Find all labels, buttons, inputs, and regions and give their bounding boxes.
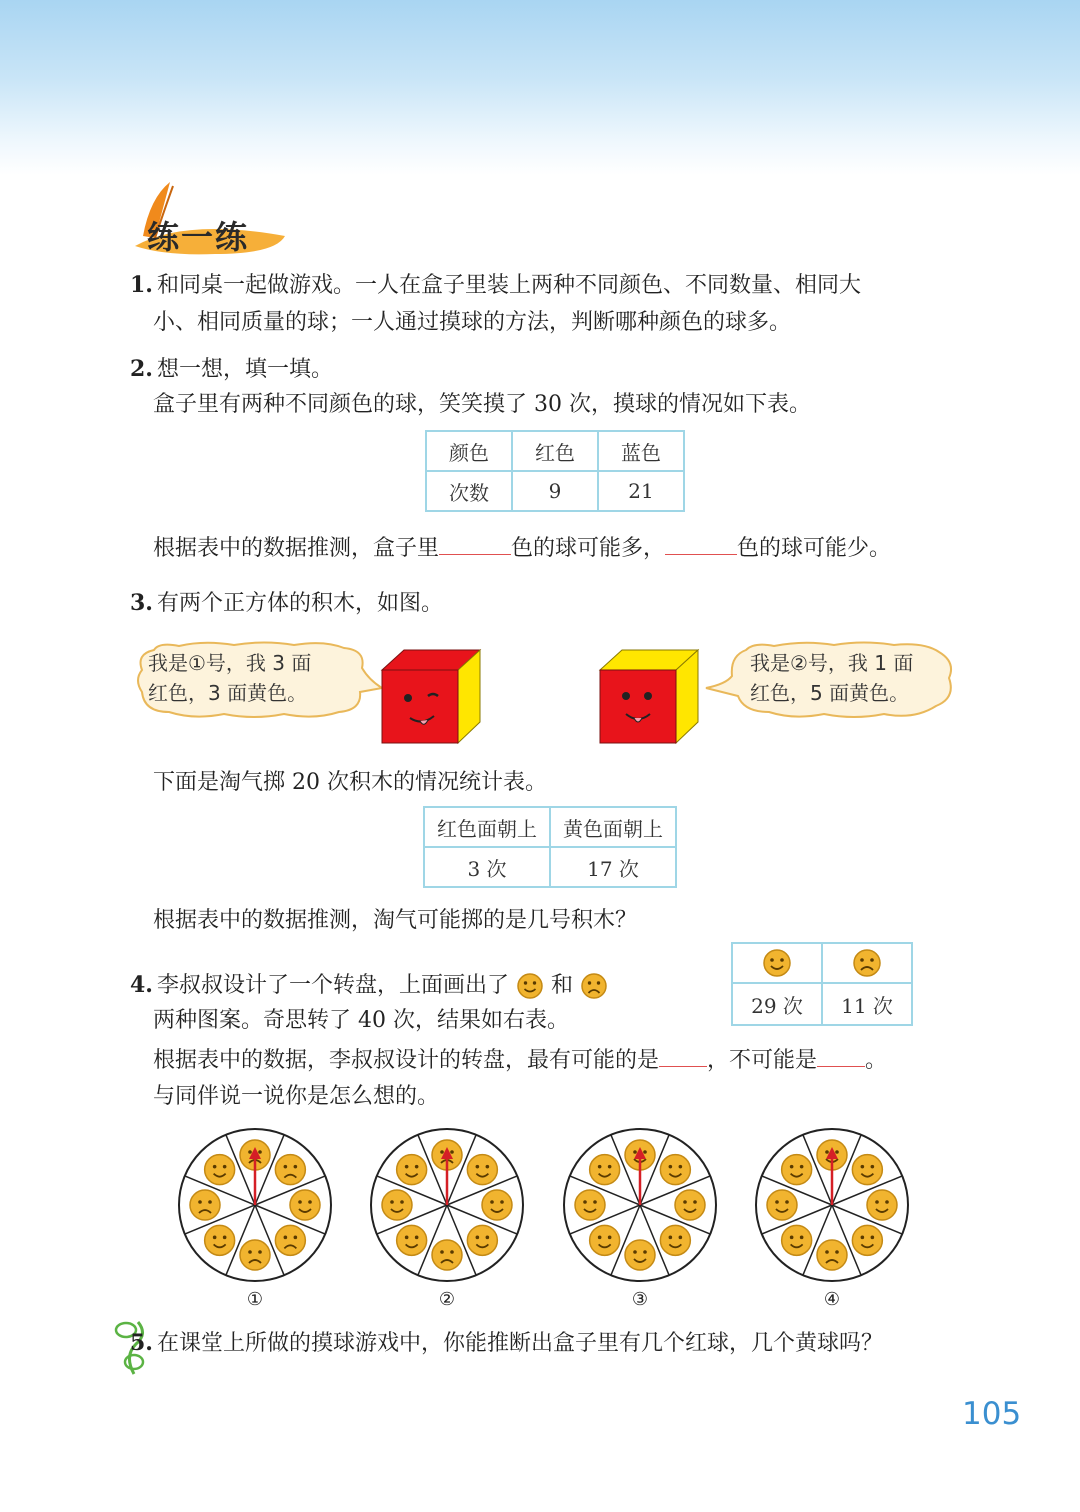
- smile-face-icon: [397, 1225, 427, 1255]
- cube-2: [598, 648, 702, 746]
- q1-number: 1.: [130, 272, 153, 298]
- smile-face-icon: [205, 1225, 235, 1255]
- answer-blank[interactable]: [665, 532, 737, 555]
- sad-face-icon: [817, 1240, 847, 1270]
- q2-desc: 盒子里有两种不同颜色的球，笑笑摸了 30 次，摸球的情况如下表。: [153, 392, 811, 417]
- smile-face-icon: [625, 1240, 655, 1270]
- smile-face-icon: [660, 1225, 690, 1255]
- table-cell: 颜色: [426, 431, 512, 471]
- q4-line3: [153, 1044, 887, 1076]
- spinner-wheel-4: [752, 1125, 912, 1285]
- q1-line2: 小、相同质量的球；一人通过摸球的方法，判断哪种颜色的球多。: [153, 310, 792, 335]
- bubble1-line2: 红色，3 面黄色。: [148, 681, 308, 705]
- table-row: [424, 847, 676, 887]
- smile-face-icon: [852, 1225, 882, 1255]
- q4-number: 4.: [130, 972, 153, 998]
- smile-face-icon: [762, 948, 792, 978]
- q2-title-line: [130, 354, 333, 385]
- answer-blank[interactable]: [439, 532, 511, 555]
- sad-face-icon: [275, 1155, 305, 1185]
- spinner-label: ①: [246, 1289, 264, 1310]
- table-row: [424, 807, 676, 847]
- table-cell: 次数: [426, 471, 512, 511]
- table-cell: 红色面朝上: [424, 807, 550, 847]
- cube-1: [380, 648, 484, 746]
- q2-title: 想一想，填一填。: [156, 357, 333, 382]
- q4-text1b: 和: [550, 973, 573, 998]
- section-header: [125, 178, 295, 258]
- q5-line: [130, 1328, 883, 1359]
- q4-line4: 与同伴说一说你是怎么想的。: [153, 1084, 440, 1109]
- q4-text3c: 。: [865, 1048, 888, 1073]
- q2-table: [425, 430, 685, 512]
- q5-text: 在课堂上所做的摸球游戏中，你能推断出盒子里有几个红球，几个黄球吗？: [156, 1331, 883, 1356]
- q2-number: 2.: [130, 356, 153, 382]
- q3-question: 根据表中的数据推测，淘气可能掷的是几号积木？: [153, 908, 638, 933]
- q3-desc: 下面是淘气掷 20 次积木的情况统计表。: [153, 770, 547, 795]
- spinner-wheel-3: [560, 1125, 720, 1285]
- q4-line1: [130, 970, 608, 1001]
- sad-face-icon: [852, 948, 882, 978]
- smile-face-icon: [482, 1190, 512, 1220]
- sad-face-icon: [580, 972, 608, 1000]
- sad-face-icon: [190, 1190, 220, 1220]
- sad-face-icon: [275, 1225, 305, 1255]
- smile-face-icon: [382, 1190, 412, 1220]
- speech-bubble-2: [704, 640, 956, 720]
- table-cell: 11 次: [822, 983, 912, 1025]
- sad-face-icon: [240, 1240, 270, 1270]
- smile-face-icon: [590, 1225, 620, 1255]
- q3-title-line: [130, 588, 443, 619]
- q3-title: 有两个正方体的积木，如图。: [156, 591, 443, 616]
- smile-face-icon: [782, 1155, 812, 1185]
- spinner-label: ③: [631, 1289, 649, 1310]
- table-cell: 29 次: [732, 983, 822, 1025]
- q1-text1: 和同桌一起做游戏。一人在盒子里装上两种不同颜色、不同数量、相同大: [156, 273, 861, 298]
- table-cell: 9: [512, 471, 598, 511]
- smile-face-icon: [590, 1155, 620, 1185]
- table-cell: [732, 943, 822, 983]
- smile-face-icon: [205, 1155, 235, 1185]
- bubble2-line1: 我是②号，我 1 面: [750, 651, 914, 675]
- speech-bubble-1: [134, 640, 384, 720]
- section-title: 练一练: [147, 218, 250, 256]
- table-cell: 蓝色: [598, 431, 684, 471]
- smile-face-icon: [660, 1155, 690, 1185]
- table-cell: [822, 943, 912, 983]
- page-number: 105: [962, 1396, 1022, 1432]
- table-row: [426, 431, 684, 471]
- q2-fill-text-c: 色的球可能少。: [737, 536, 892, 561]
- bubble2-line2: 红色，5 面黄色。: [750, 681, 910, 705]
- q4-text3a: 根据表中的数据，李叔叔设计的转盘，最有可能的是: [153, 1048, 660, 1073]
- sky-banner: [0, 0, 1080, 175]
- q4-text1a: 李叔叔设计了一个转盘，上面画出了: [156, 973, 509, 998]
- table-cell: 黄色面朝上: [550, 807, 676, 847]
- q4-table: [731, 942, 913, 1026]
- smile-face-icon: [852, 1155, 882, 1185]
- answer-blank[interactable]: [817, 1044, 865, 1067]
- spinner-label: ④: [823, 1289, 841, 1310]
- table-row: [732, 943, 912, 983]
- table-cell: 17 次: [550, 847, 676, 887]
- q2-fill-text-b: 色的球可能多，: [511, 536, 666, 561]
- sad-face-icon: [432, 1240, 462, 1270]
- spinner-wheel-1: [175, 1125, 335, 1285]
- smile-face-icon: [675, 1190, 705, 1220]
- bubble1-line1: 我是①号，我 3 面: [148, 651, 312, 675]
- q4-line2: 两种图案。奇思转了 40 次，结果如右表。: [153, 1008, 569, 1033]
- smile-face-icon: [782, 1225, 812, 1255]
- table-row: [732, 983, 912, 1025]
- q5-number: 5.: [130, 1330, 153, 1356]
- q1-line1: [130, 270, 861, 301]
- table-cell: 3 次: [424, 847, 550, 887]
- table-row: [426, 471, 684, 511]
- q2-fill-text-a: 根据表中的数据推测，盒子里: [153, 536, 440, 561]
- smile-face-icon: [767, 1190, 797, 1220]
- smile-face-icon: [867, 1190, 897, 1220]
- spinner-label: ②: [438, 1289, 456, 1310]
- q3-number: 3.: [130, 590, 153, 616]
- smile-face-icon: [516, 972, 544, 1000]
- smile-face-icon: [467, 1225, 497, 1255]
- q2-fill-line: [153, 532, 891, 564]
- smile-face-icon: [575, 1190, 605, 1220]
- table-cell: 21: [598, 471, 684, 511]
- table-cell: 红色: [512, 431, 598, 471]
- smile-face-icon: [290, 1190, 320, 1220]
- q3-table: [423, 806, 677, 888]
- q4-text3b: ，不可能是: [707, 1048, 818, 1073]
- smile-face-icon: [397, 1155, 427, 1185]
- smile-face-icon: [467, 1155, 497, 1185]
- spinner-wheel-2: [367, 1125, 527, 1285]
- answer-blank[interactable]: [659, 1044, 707, 1067]
